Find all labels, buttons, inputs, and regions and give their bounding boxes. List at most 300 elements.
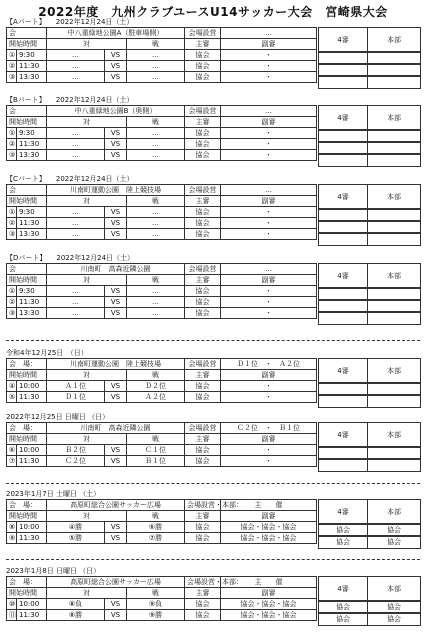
away-team: … xyxy=(127,61,185,72)
vs-label: VS xyxy=(105,50,127,61)
home-team: … xyxy=(47,229,105,240)
home-team: … xyxy=(47,207,105,218)
column-header-row xyxy=(7,434,317,445)
away-team: ⑨負 xyxy=(127,599,185,610)
col-match-2: 戦 xyxy=(127,370,185,381)
setup-header: 会場設営 xyxy=(185,359,221,370)
away-team: … xyxy=(127,150,185,161)
schedule-section xyxy=(6,567,420,621)
home-team: ⑧負 xyxy=(47,599,105,610)
schedule-section xyxy=(6,175,420,240)
venue-row xyxy=(7,185,317,196)
col-main-referee: 主審 xyxy=(185,434,221,445)
away-team: … xyxy=(127,286,185,297)
venue-name: 川南町 高森近隣公園 xyxy=(47,264,185,275)
home-team: Ｃ２位 xyxy=(47,456,105,467)
match-number: ⑩ xyxy=(7,599,17,610)
section-date: 2022年12月24日（土） xyxy=(55,18,134,26)
main-referee: 協会 xyxy=(185,150,221,161)
schedule-section xyxy=(6,18,420,83)
schedule-table xyxy=(6,184,317,240)
headquarters-cell xyxy=(367,75,421,89)
col-start-time: 開始時間 xyxy=(7,275,47,286)
match-row xyxy=(7,533,317,544)
home-team: … xyxy=(47,308,105,319)
col-start-time: 開始時間 xyxy=(7,39,47,50)
kickoff-time: 10:00 xyxy=(17,381,47,392)
kickoff-time: 11:30 xyxy=(17,297,47,308)
assistant-referees: ・ xyxy=(221,72,317,83)
main-referee: 協会 xyxy=(185,218,221,229)
fourth-referee-cell: 協会 xyxy=(318,600,368,614)
col-assistant-referee: 副審 xyxy=(221,39,317,50)
match-number: ③ xyxy=(7,150,17,161)
section-label xyxy=(6,18,420,27)
col-match-1: 対 xyxy=(47,275,127,286)
vs-label: VS xyxy=(105,297,127,308)
assistant-referees: 協会・協会・協会 xyxy=(221,522,317,533)
match-number: ① xyxy=(7,128,17,139)
headquarters-header: 本部 xyxy=(367,576,421,602)
vs-label: VS xyxy=(105,308,127,319)
vs-label: VS xyxy=(105,72,127,83)
venue-row xyxy=(7,359,317,370)
setup-value: … xyxy=(221,28,317,39)
match-number: ① xyxy=(7,207,17,218)
match-number: ③ xyxy=(7,72,17,83)
schedule-table xyxy=(6,499,317,544)
section-divider xyxy=(6,340,420,341)
venue-row xyxy=(7,264,317,275)
main-referee: 協会 xyxy=(185,381,221,392)
match-number: ③ xyxy=(7,229,17,240)
home-team: Ａ１位 xyxy=(47,381,105,392)
section-part-label: 令和4年12月25日 （日） xyxy=(6,349,88,357)
venue-row xyxy=(7,500,317,511)
main-referee: 協会 xyxy=(185,308,221,319)
assistant-referees: ・ xyxy=(221,456,317,467)
headquarters-header: 本部 xyxy=(367,105,421,131)
headquarters-header: 本部 xyxy=(367,422,421,448)
home-team: … xyxy=(47,297,105,308)
assistant-referees: ・ xyxy=(221,445,317,456)
match-row xyxy=(7,381,317,392)
venue-header: 会 xyxy=(7,264,47,275)
match-number: ⑧ xyxy=(7,522,17,533)
main-referee: 協会 xyxy=(185,610,221,621)
page-title: 2022年度 九州クラブユースU14サッカー大会 宮崎県大会 xyxy=(38,5,388,19)
assistant-referees: ・ xyxy=(221,229,317,240)
vs-label: VS xyxy=(105,533,127,544)
main-referee: 協会 xyxy=(185,522,221,533)
venue-header: 会 xyxy=(7,28,47,39)
col-main-referee: 主審 xyxy=(185,275,221,286)
col-assistant-referee: 副審 xyxy=(221,370,317,381)
col-start-time: 開始時間 xyxy=(7,588,47,599)
match-row xyxy=(7,392,317,403)
section-part-label: 【Cパート】 xyxy=(6,175,46,183)
col-match-2: 戦 xyxy=(127,275,185,286)
away-team: Ｃ１位 xyxy=(127,445,185,456)
assistant-referees: ・ xyxy=(221,218,317,229)
col-main-referee: 主審 xyxy=(185,196,221,207)
schedule-table xyxy=(6,358,317,403)
assistant-referees: ・ xyxy=(221,50,317,61)
section-part-label: 【Dパート】 xyxy=(6,254,47,262)
vs-label: VS xyxy=(105,522,127,533)
match-number: ⑦ xyxy=(7,456,17,467)
away-team: … xyxy=(127,308,185,319)
assistant-referees: 協会・協会・協会 xyxy=(221,599,317,610)
col-main-referee: 主審 xyxy=(185,39,221,50)
section-date: 2022年12月24日（土） xyxy=(55,175,134,183)
col-assistant-referee: 副審 xyxy=(221,588,317,599)
schedule-table xyxy=(6,422,317,467)
main-referee: 協会 xyxy=(185,533,221,544)
col-match-1: 対 xyxy=(47,511,127,522)
section-label xyxy=(6,254,420,263)
col-main-referee: 主審 xyxy=(185,511,221,522)
col-main-referee: 主審 xyxy=(185,588,221,599)
home-team: … xyxy=(47,150,105,161)
main-referee: 協会 xyxy=(185,229,221,240)
away-team: ⑨勝 xyxy=(127,610,185,621)
col-match-1: 対 xyxy=(47,588,127,599)
section-part-label: 【Aパート】 xyxy=(6,18,46,26)
kickoff-time: 11:30 xyxy=(17,61,47,72)
main-referee: 協会 xyxy=(185,72,221,83)
setup-header: 会場設営 xyxy=(185,423,221,434)
away-team: Ｂ１位 xyxy=(127,456,185,467)
schedule-table xyxy=(6,105,317,161)
away-team: … xyxy=(127,229,185,240)
vs-label: VS xyxy=(105,392,127,403)
assistant-referees: ・ xyxy=(221,207,317,218)
match-number: ⑤ xyxy=(7,392,17,403)
schedule-table xyxy=(6,27,317,83)
match-number: ⑨ xyxy=(7,533,17,544)
column-header-row xyxy=(7,39,317,50)
fourth-referee-header: 4審 xyxy=(318,263,368,289)
column-header-row xyxy=(7,117,317,128)
home-team: … xyxy=(47,128,105,139)
kickoff-time: 10:00 xyxy=(17,522,47,533)
headquarters-header: 本部 xyxy=(367,358,421,384)
vs-label: VS xyxy=(105,128,127,139)
schedule-section xyxy=(6,96,420,161)
assistant-referees: ・ xyxy=(221,308,317,319)
column-header-row xyxy=(7,370,317,381)
venue-row xyxy=(7,28,317,39)
main-referee: 協会 xyxy=(185,139,221,150)
col-start-time: 開始時間 xyxy=(7,370,47,381)
home-team: … xyxy=(47,61,105,72)
match-number: ② xyxy=(7,61,17,72)
match-row xyxy=(7,128,317,139)
assistant-referees: 協会・協会・協会 xyxy=(221,533,317,544)
home-team: … xyxy=(47,50,105,61)
setup-value: 主 催 xyxy=(221,577,317,588)
setup-header: 会場設営 xyxy=(185,106,221,117)
kickoff-time: 13:30 xyxy=(17,72,47,83)
venue-name: 川南町運動公園 陸上競技場 xyxy=(47,185,185,196)
vs-label: VS xyxy=(105,207,127,218)
assistant-referees: ・ xyxy=(221,150,317,161)
fourth-referee-header: 4審 xyxy=(318,422,368,448)
headquarters-header: 本部 xyxy=(367,27,421,53)
col-match-1: 対 xyxy=(47,196,127,207)
kickoff-time: 11:30 xyxy=(17,533,47,544)
match-row xyxy=(7,218,317,229)
col-start-time: 開始時間 xyxy=(7,511,47,522)
match-row xyxy=(7,599,317,610)
away-team: … xyxy=(127,128,185,139)
headquarters-cell: 協会 xyxy=(367,523,421,537)
kickoff-time: 9:30 xyxy=(17,50,47,61)
vs-label: VS xyxy=(105,381,127,392)
kickoff-time: 10:00 xyxy=(17,599,47,610)
vs-label: VS xyxy=(105,610,127,621)
match-number: ① xyxy=(7,50,17,61)
assistant-referees: ・ xyxy=(221,297,317,308)
assistant-referees: 協会・協会・協会 xyxy=(221,610,317,621)
kickoff-time: 10:00 xyxy=(17,445,47,456)
section-part-label: 【Bパート】 xyxy=(6,96,46,104)
setup-value: … xyxy=(221,185,317,196)
away-team: ⑦勝 xyxy=(127,533,185,544)
match-row xyxy=(7,308,317,319)
venue-header: 会 xyxy=(7,106,47,117)
kickoff-time: 11:30 xyxy=(17,610,47,621)
venue-header: 会 場： xyxy=(7,359,47,370)
main-referee: 協会 xyxy=(185,207,221,218)
assistant-referees: ・ xyxy=(221,61,317,72)
setup-header: 会場設営 xyxy=(185,185,221,196)
match-row xyxy=(7,456,317,467)
home-team: ④勝 xyxy=(47,522,105,533)
kickoff-time: 13:30 xyxy=(17,229,47,240)
venue-name: 川南町運動公園 陸上競技場 xyxy=(47,359,185,370)
headquarters-cell xyxy=(367,153,421,167)
col-main-referee: 主審 xyxy=(185,370,221,381)
headquarters-cell xyxy=(367,394,421,408)
home-team: Ｂ２位 xyxy=(47,445,105,456)
headquarters-cell: 協会 xyxy=(367,600,421,614)
kickoff-time: 11:30 xyxy=(17,218,47,229)
column-header-row xyxy=(7,588,317,599)
setup-header: 会場設営・本部： xyxy=(185,577,221,588)
main-referee: 協会 xyxy=(185,286,221,297)
assistant-referees: ・ xyxy=(221,381,317,392)
fourth-referee-cell: 協会 xyxy=(318,612,368,626)
assistant-referees: ・ xyxy=(221,286,317,297)
schedule-section xyxy=(6,490,420,544)
col-match-2: 戦 xyxy=(127,196,185,207)
match-row xyxy=(7,61,317,72)
venue-header: 会 xyxy=(7,185,47,196)
setup-header: 会場設営・本部： xyxy=(185,500,221,511)
venue-header: 会 場： xyxy=(7,577,47,588)
fourth-referee-header: 4審 xyxy=(318,105,368,131)
venue-row xyxy=(7,577,317,588)
col-match-2: 戦 xyxy=(127,39,185,50)
main-referee: 協会 xyxy=(185,456,221,467)
fourth-referee-cell: 協会 xyxy=(318,523,368,537)
venue-name: 中八重緑地公園A（駐車場側） xyxy=(47,28,185,39)
headquarters-header: 本部 xyxy=(367,184,421,210)
column-header-row xyxy=(7,511,317,522)
col-assistant-referee: 副審 xyxy=(221,196,317,207)
main-referee: 協会 xyxy=(185,599,221,610)
away-team: … xyxy=(127,207,185,218)
col-match-2: 戦 xyxy=(127,434,185,445)
match-row xyxy=(7,72,317,83)
main-referee: 協会 xyxy=(185,297,221,308)
headquarters-header: 本部 xyxy=(367,499,421,525)
kickoff-time: 13:30 xyxy=(17,150,47,161)
vs-label: VS xyxy=(105,599,127,610)
venue-row xyxy=(7,106,317,117)
away-team: Ａ２位 xyxy=(127,392,185,403)
vs-label: VS xyxy=(105,150,127,161)
col-match-1: 対 xyxy=(47,434,127,445)
kickoff-time: 9:30 xyxy=(17,286,47,297)
section-date: 2022年12月24日（土） xyxy=(56,254,135,262)
away-team: … xyxy=(127,218,185,229)
setup-value: Ｄ１位 ・ Ａ２位 xyxy=(221,359,317,370)
setup-value: Ｃ２位 ・ Ｂ１位 xyxy=(221,423,317,434)
match-row xyxy=(7,139,317,150)
match-row xyxy=(7,207,317,218)
match-number: ② xyxy=(7,297,17,308)
col-match-2: 戦 xyxy=(127,117,185,128)
vs-label: VS xyxy=(105,456,127,467)
headquarters-cell xyxy=(367,232,421,246)
headquarters-cell xyxy=(367,311,421,325)
fourth-referee-header: 4審 xyxy=(318,184,368,210)
setup-header: 会場設営 xyxy=(185,264,221,275)
match-number: ② xyxy=(7,218,17,229)
vs-label: VS xyxy=(105,218,127,229)
match-number: ② xyxy=(7,139,17,150)
headquarters-cell: 協会 xyxy=(367,535,421,549)
match-number: ① xyxy=(7,286,17,297)
section-label xyxy=(6,490,420,499)
away-team: … xyxy=(127,297,185,308)
away-team: Ｄ２位 xyxy=(127,381,185,392)
schedule-table xyxy=(6,576,317,621)
home-team: ⑧勝 xyxy=(47,610,105,621)
home-team: ⑤勝 xyxy=(47,533,105,544)
fourth-referee-cell xyxy=(318,232,368,246)
fourth-referee-cell xyxy=(318,311,368,325)
section-divider xyxy=(6,483,420,484)
section-label xyxy=(6,413,420,422)
venue-header: 会 場： xyxy=(7,423,47,434)
fourth-referee-header: 4審 xyxy=(318,358,368,384)
section-label xyxy=(6,567,420,576)
setup-header: 会場設営 xyxy=(185,28,221,39)
column-header-row xyxy=(7,196,317,207)
home-team: … xyxy=(47,286,105,297)
col-start-time: 開始時間 xyxy=(7,117,47,128)
setup-value: … xyxy=(221,264,317,275)
fourth-referee-cell xyxy=(318,75,368,89)
fourth-referee-cell xyxy=(318,394,368,408)
fourth-referee-header: 4審 xyxy=(318,27,368,53)
venue-row xyxy=(7,423,317,434)
venue-name: 中八重緑地公園B（奥側） xyxy=(47,106,185,117)
vs-label: VS xyxy=(105,445,127,456)
setup-value: 主 催 xyxy=(221,500,317,511)
fourth-referee-cell: 協会 xyxy=(318,535,368,549)
section-label xyxy=(6,175,420,184)
schedule-table xyxy=(6,263,317,319)
away-team: … xyxy=(127,50,185,61)
vs-label: VS xyxy=(105,61,127,72)
col-match-2: 戦 xyxy=(127,588,185,599)
main-referee: 協会 xyxy=(185,50,221,61)
main-referee: 協会 xyxy=(185,392,221,403)
col-main-referee: 主審 xyxy=(185,117,221,128)
main-referee: 協会 xyxy=(185,445,221,456)
assistant-referees: ・ xyxy=(221,139,317,150)
section-part-label: 2022年12月25日 日曜日 （日） xyxy=(6,413,110,421)
col-match-1: 対 xyxy=(47,39,127,50)
col-match-1: 対 xyxy=(47,117,127,128)
column-header-row xyxy=(7,275,317,286)
venue-name: 川南町 高森近隣公園 xyxy=(47,423,185,434)
match-row xyxy=(7,50,317,61)
section-part-label: 2023年1月8日 日曜日 （日） xyxy=(6,567,101,575)
col-start-time: 開始時間 xyxy=(7,196,47,207)
home-team: … xyxy=(47,72,105,83)
vs-label: VS xyxy=(105,286,127,297)
match-row xyxy=(7,522,317,533)
assistant-referees: ・ xyxy=(221,392,317,403)
match-number: ⑪ xyxy=(7,610,17,621)
venue-header: 会 場： xyxy=(7,500,47,511)
fourth-referee-header: 4審 xyxy=(318,576,368,602)
venue-name: 高原町総合公園サッカー広場 xyxy=(47,577,185,588)
kickoff-time: 9:30 xyxy=(17,207,47,218)
headquarters-cell xyxy=(367,458,421,472)
col-assistant-referee: 副審 xyxy=(221,117,317,128)
col-assistant-referee: 副審 xyxy=(221,434,317,445)
col-match-2: 戦 xyxy=(127,511,185,522)
col-start-time: 開始時間 xyxy=(7,434,47,445)
kickoff-time: 11:30 xyxy=(17,392,47,403)
match-row xyxy=(7,229,317,240)
main-referee: 協会 xyxy=(185,61,221,72)
vs-label: VS xyxy=(105,229,127,240)
kickoff-time: 11:30 xyxy=(17,456,47,467)
section-label xyxy=(6,349,420,358)
section-part-label: 2023年1月7日 土曜日 （土） xyxy=(6,490,101,498)
fourth-referee-header: 4審 xyxy=(318,499,368,525)
kickoff-time: 13:30 xyxy=(17,308,47,319)
fourth-referee-cell xyxy=(318,458,368,472)
away-team: … xyxy=(127,139,185,150)
schedule-section xyxy=(6,254,420,319)
main-referee: 協会 xyxy=(185,128,221,139)
headquarters-cell: 協会 xyxy=(367,612,421,626)
away-team: … xyxy=(127,72,185,83)
section-date: 2022年12月24日（土） xyxy=(55,96,134,104)
col-assistant-referee: 副審 xyxy=(221,511,317,522)
home-team: … xyxy=(47,218,105,229)
section-divider xyxy=(6,559,420,560)
